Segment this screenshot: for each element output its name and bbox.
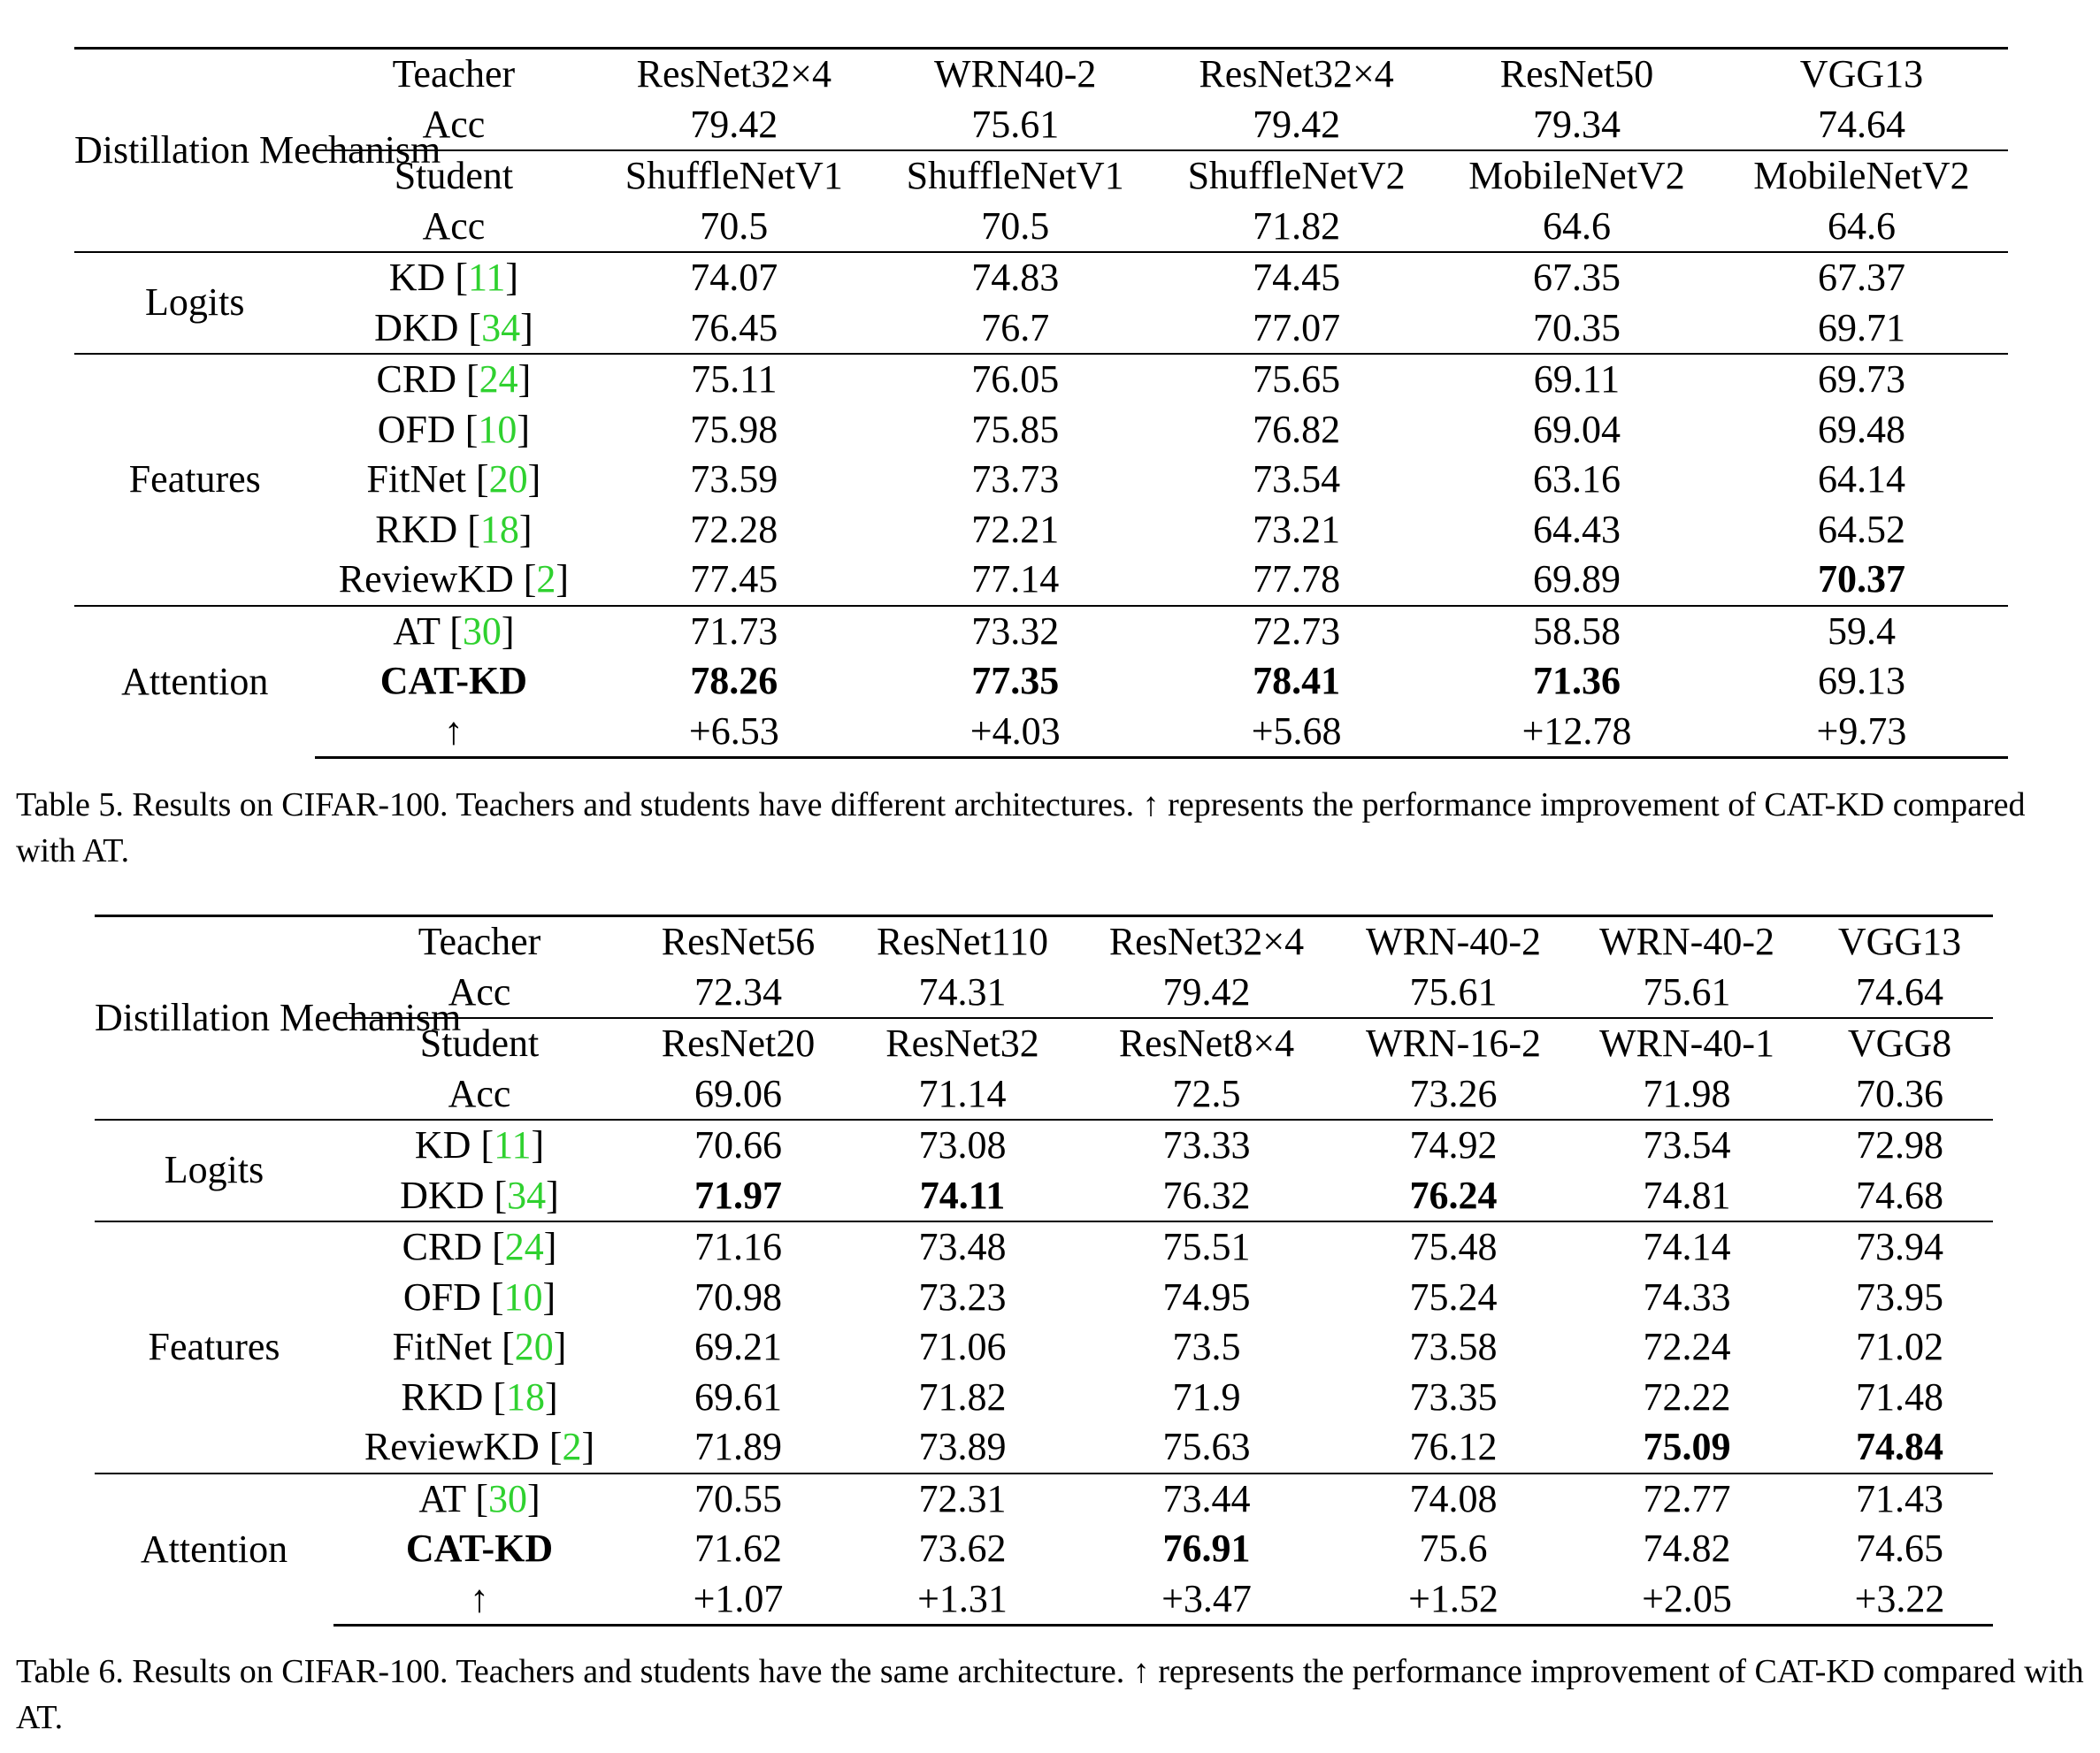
distillation-mechanism-header: Distillation Mechanism — [74, 49, 315, 253]
value-cell: 73.59 — [690, 457, 778, 501]
value-cell: 73.95 — [1856, 1275, 1943, 1319]
teacher-acc-cell: 79.34 — [1532, 102, 1621, 146]
value-cell: 75.48 — [1339, 1221, 1567, 1273]
value-cell: 67.35 — [1438, 252, 1715, 303]
value-cell: 78.26 — [690, 659, 778, 702]
method-name: CAT-KD — [379, 659, 528, 702]
method-cell: ReviewKD [2] — [338, 557, 570, 601]
teacher-acc-cell: 75.61 — [1409, 969, 1498, 1014]
method-cell: FitNet [20] — [392, 1325, 567, 1368]
student-cell: MobileNetV2 — [1715, 150, 2008, 202]
citation-link[interactable]: 20 — [514, 1325, 554, 1368]
header-row-student-acc — [95, 1069, 1993, 1121]
value-cell: 73.54 — [1253, 457, 1341, 501]
mechanism-label: Features — [74, 354, 315, 606]
value-cell: 72.77 — [1567, 1474, 1806, 1525]
teacher-cell: WRN40-2 — [876, 49, 1154, 100]
value-cell: 77.35 — [971, 659, 1060, 702]
value-cell: 74.07 — [592, 252, 876, 303]
table-row — [74, 455, 2008, 505]
table-row — [95, 1373, 1993, 1423]
student-acc-cell: 71.14 — [918, 1071, 1007, 1115]
method-name: CRD — [402, 1225, 483, 1268]
teacher-acc-cell: 79.42 — [690, 102, 778, 146]
value-cell: 63.16 — [1532, 457, 1621, 501]
value-cell: 70.66 — [625, 1120, 851, 1171]
method-name: ReviewKD — [364, 1425, 540, 1468]
citation-link[interactable]: 20 — [488, 457, 528, 501]
value-cell: 71.73 — [592, 606, 876, 657]
teacher-cell: ResNet56 — [625, 916, 851, 968]
value-cell: 74.81 — [1643, 1173, 1731, 1217]
distillation-mechanism-header: Distillation Mechanism — [95, 916, 333, 1121]
student-cell: ResNet32 — [851, 1018, 1074, 1069]
value-cell: 72.21 — [971, 507, 1060, 551]
value-cell: +3.47 — [1074, 1574, 1339, 1626]
value-cell: 78.41 — [1253, 659, 1341, 702]
student-cell: WRN-16-2 — [1339, 1018, 1567, 1069]
value-cell: 74.68 — [1856, 1173, 1943, 1217]
value-cell: 59.4 — [1715, 606, 2008, 657]
teacher-cell: ResNet32×4 — [1074, 916, 1339, 968]
teacher-cell: ResNet110 — [851, 916, 1074, 968]
table-5 — [74, 47, 2008, 759]
student-acc-cell: 71.98 — [1643, 1071, 1731, 1115]
value-cell: 73.08 — [851, 1120, 1074, 1171]
teacher-cell: WRN-40-2 — [1567, 916, 1806, 968]
value-cell: 76.12 — [1409, 1425, 1498, 1468]
mechanism-label: Logits — [95, 1120, 333, 1221]
value-cell: 74.95 — [1162, 1275, 1251, 1319]
table-6-caption: Table 6. Results on CIFAR-100. Teachers and students have the same architecture. ↑ represents the performance improvement of CAT-KD compared with AT. — [16, 1653, 2084, 1736]
table-row — [95, 1574, 1993, 1626]
header-row-student-acc — [74, 202, 2008, 253]
student-label: Student — [333, 1018, 625, 1069]
teacher-cell: WRN-40-2 — [1339, 916, 1567, 968]
method-cell: RKD [18] — [401, 1374, 558, 1419]
value-cell: 69.21 — [694, 1325, 782, 1368]
value-cell: 74.33 — [1643, 1275, 1731, 1319]
value-cell: 76.05 — [876, 354, 1154, 405]
method-cell — [333, 1574, 625, 1626]
value-cell: 72.22 — [1643, 1374, 1731, 1419]
method-cell: KD [11] — [315, 252, 592, 303]
method-name: KD — [414, 1123, 471, 1167]
value-cell: +1.31 — [851, 1574, 1074, 1626]
value-cell: 69.61 — [694, 1374, 782, 1419]
value-cell: 74.14 — [1567, 1221, 1806, 1273]
method-cell: FitNet [20] — [366, 457, 541, 501]
value-cell: 64.43 — [1532, 507, 1621, 551]
student-acc-cell: 64.6 — [1542, 203, 1611, 248]
method-cell — [315, 656, 592, 707]
teacher-cell: ResNet32×4 — [592, 49, 876, 100]
method-cell: DKD [34] — [374, 305, 533, 349]
header-row-teacher — [95, 916, 1993, 968]
value-cell: 73.23 — [918, 1275, 1007, 1319]
value-cell: 75.11 — [592, 354, 876, 405]
value-cell: 71.82 — [918, 1374, 1007, 1419]
table-row — [95, 1171, 1993, 1222]
value-cell: +1.52 — [1339, 1574, 1567, 1626]
method-cell: AT [30] — [315, 606, 592, 657]
value-cell: +6.53 — [592, 707, 876, 758]
value-cell: 73.21 — [1253, 507, 1341, 551]
method-cell: DKD [34] — [400, 1173, 559, 1217]
student-acc-cell: 70.5 — [700, 203, 769, 248]
citation-link[interactable]: 11 — [468, 256, 506, 299]
teacher-label: Teacher — [333, 916, 625, 968]
student-acc-label: Acc — [448, 1071, 511, 1115]
table-row — [74, 252, 2008, 303]
student-cell: WRN-40-1 — [1567, 1018, 1806, 1069]
table-6 — [95, 915, 1993, 1627]
method-name: FitNet — [366, 457, 466, 501]
method-name: KD — [388, 256, 446, 299]
method-name: ↑ — [470, 1576, 489, 1620]
value-cell: 73.89 — [918, 1425, 1007, 1468]
method-name: RKD — [401, 1374, 484, 1419]
teacher-acc-label: Acc — [448, 969, 511, 1014]
value-cell: +2.05 — [1567, 1574, 1806, 1626]
value-cell: 76.91 — [1162, 1527, 1251, 1570]
mechanism-label: Attention — [95, 1474, 333, 1626]
citation-link[interactable]: 24 — [479, 357, 518, 401]
table-row — [74, 656, 2008, 707]
student-acc-cell: 70.5 — [981, 203, 1050, 248]
value-cell: 72.28 — [690, 507, 778, 551]
value-cell: 75.09 — [1643, 1425, 1731, 1468]
teacher-cell: ResNet32×4 — [1154, 49, 1438, 100]
value-cell: 73.58 — [1409, 1325, 1498, 1368]
value-cell: 71.36 — [1532, 659, 1621, 702]
table-row — [74, 405, 2008, 455]
value-cell: +9.73 — [1715, 707, 2008, 758]
student-cell: VGG8 — [1806, 1018, 1993, 1069]
value-cell: 76.7 — [981, 305, 1050, 349]
table-row — [95, 1221, 1993, 1273]
value-cell: 71.16 — [625, 1221, 851, 1273]
method-name: ↑ — [443, 708, 464, 753]
table-row — [74, 303, 2008, 355]
method-name: AT — [418, 1476, 466, 1520]
teacher-cell: ResNet50 — [1438, 49, 1715, 100]
method-cell: CRD [24] — [333, 1221, 625, 1273]
value-cell: 71.9 — [1172, 1374, 1241, 1419]
value-cell: 76.24 — [1409, 1173, 1498, 1217]
value-cell: 77.14 — [971, 557, 1060, 601]
method-name: CAT-KD — [405, 1527, 554, 1570]
student-cell: MobileNetV2 — [1438, 150, 1715, 202]
mechanism-label: Logits — [74, 252, 315, 354]
teacher-acc-cell: 74.64 — [1817, 102, 1905, 146]
value-cell: 75.65 — [1154, 354, 1438, 405]
teacher-acc-cell: 79.42 — [1253, 102, 1341, 146]
value-cell: 69.04 — [1532, 407, 1621, 451]
value-cell: 74.45 — [1154, 252, 1438, 303]
mechanism-label: Features — [95, 1221, 333, 1474]
table-5-caption: Table 5. Results on CIFAR-100. Teachers and students have different architectures. ↑ represents the performance improvement of CAT-KD compared with AT. — [16, 786, 2026, 869]
method-name: DKD — [374, 305, 459, 349]
mechanism-label: Attention — [74, 606, 315, 758]
citation-link[interactable]: 24 — [504, 1225, 544, 1268]
citation-link[interactable]: 2 — [536, 557, 556, 601]
table-row — [95, 1524, 1993, 1574]
method-cell: KD [11] — [333, 1120, 625, 1171]
value-cell: 75.98 — [690, 407, 778, 451]
table-row — [74, 555, 2008, 606]
value-cell: 74.65 — [1856, 1527, 1943, 1570]
student-cell: ShuffleNetV1 — [876, 150, 1154, 202]
table-row — [74, 707, 2008, 758]
table-row — [95, 1273, 1993, 1323]
value-cell: 73.54 — [1567, 1120, 1806, 1171]
value-cell: 77.45 — [690, 557, 778, 601]
header-row-teacher — [74, 49, 2008, 100]
value-cell: 71.02 — [1856, 1325, 1943, 1368]
value-cell: 75.51 — [1074, 1221, 1339, 1273]
method-name: OFD — [377, 407, 456, 451]
value-cell: 76.82 — [1253, 407, 1341, 451]
value-cell: 74.11 — [919, 1173, 1006, 1217]
value-cell: 64.14 — [1817, 457, 1905, 501]
student-cell: ShuffleNetV2 — [1154, 150, 1438, 202]
value-cell: 72.98 — [1806, 1120, 1993, 1171]
value-cell: 77.07 — [1253, 305, 1341, 349]
value-cell: 71.43 — [1806, 1474, 1993, 1525]
method-cell: RKD [18] — [375, 507, 533, 551]
citation-link[interactable]: 30 — [462, 609, 502, 653]
value-cell: 75.63 — [1162, 1425, 1251, 1468]
value-cell: 71.89 — [694, 1425, 782, 1468]
value-cell: 73.35 — [1409, 1374, 1498, 1419]
method-cell — [315, 707, 592, 758]
student-cell: ShuffleNetV1 — [592, 150, 876, 202]
value-cell: 73.94 — [1806, 1221, 1993, 1273]
method-cell: OFD [10] — [377, 407, 531, 451]
value-cell: 71.06 — [918, 1325, 1007, 1368]
value-cell: 73.33 — [1074, 1120, 1339, 1171]
value-cell: +12.78 — [1438, 707, 1715, 758]
table-row — [95, 1322, 1993, 1373]
citation-link[interactable]: 10 — [503, 1275, 543, 1319]
value-cell: 75.85 — [971, 407, 1060, 451]
citation-link[interactable]: 34 — [481, 305, 521, 349]
teacher-acc-cell: 74.31 — [918, 969, 1007, 1014]
method-cell: OFD [10] — [402, 1275, 556, 1319]
value-cell: 74.84 — [1856, 1425, 1943, 1468]
table-row — [74, 505, 2008, 555]
teacher-acc-cell: 72.34 — [694, 969, 782, 1014]
value-cell: 73.5 — [1172, 1325, 1241, 1368]
value-cell: 72.31 — [851, 1474, 1074, 1525]
value-cell: 71.62 — [694, 1527, 782, 1570]
value-cell: 72.24 — [1643, 1325, 1731, 1368]
table-row — [95, 1120, 1993, 1171]
method-name: FitNet — [392, 1325, 493, 1368]
value-cell: 69.73 — [1715, 354, 2008, 405]
student-acc-cell: 73.26 — [1409, 1071, 1498, 1115]
student-cell: ResNet20 — [625, 1018, 851, 1069]
table-row — [74, 354, 2008, 405]
method-name: RKD — [375, 507, 458, 551]
value-cell: 73.48 — [851, 1221, 1074, 1273]
method-name: ReviewKD — [338, 557, 514, 601]
value-cell: 69.89 — [1532, 557, 1621, 601]
student-label: Student — [315, 150, 592, 202]
value-cell: 69.13 — [1817, 659, 1905, 702]
method-name: DKD — [400, 1173, 485, 1217]
teacher-cell: VGG13 — [1715, 49, 2008, 100]
method-cell: AT [30] — [333, 1474, 625, 1525]
value-cell: 69.11 — [1438, 354, 1715, 405]
value-cell: 67.37 — [1715, 252, 2008, 303]
value-cell: 75.24 — [1409, 1275, 1498, 1319]
student-acc-cell: 69.06 — [694, 1071, 782, 1115]
citation-link[interactable]: 11 — [494, 1123, 532, 1167]
teacher-acc-cell: 75.61 — [971, 102, 1060, 146]
value-cell: 73.73 — [971, 457, 1060, 501]
value-cell: 74.82 — [1643, 1527, 1731, 1570]
student-acc-cell: 72.5 — [1172, 1071, 1241, 1115]
student-acc-cell: 71.82 — [1253, 203, 1341, 248]
value-cell: 70.55 — [625, 1474, 851, 1525]
value-cell: +1.07 — [625, 1574, 851, 1626]
value-cell: 71.97 — [694, 1173, 782, 1217]
method-cell: CRD [24] — [315, 354, 592, 405]
value-cell: +3.22 — [1806, 1574, 1993, 1626]
value-cell: 76.45 — [690, 305, 778, 349]
value-cell: +5.68 — [1154, 707, 1438, 758]
teacher-cell: VGG13 — [1806, 916, 1993, 968]
citation-link[interactable]: 18 — [479, 507, 519, 551]
table-row — [95, 1474, 1993, 1525]
value-cell: 70.37 — [1817, 557, 1905, 601]
teacher-acc-cell: 74.64 — [1856, 969, 1943, 1014]
method-name: CRD — [376, 357, 456, 401]
value-cell: 76.32 — [1162, 1173, 1251, 1217]
citation-link[interactable]: 10 — [478, 407, 517, 451]
table-row — [95, 1422, 1993, 1474]
student-acc-label: Acc — [422, 203, 486, 248]
value-cell: 71.48 — [1856, 1374, 1943, 1419]
value-cell: 74.83 — [876, 252, 1154, 303]
value-cell: 70.35 — [1532, 305, 1621, 349]
value-cell: 74.08 — [1339, 1474, 1567, 1525]
value-cell: 73.44 — [1074, 1474, 1339, 1525]
value-cell: +4.03 — [876, 707, 1154, 758]
method-name: OFD — [402, 1275, 481, 1319]
value-cell: 72.73 — [1154, 606, 1438, 657]
table-row — [74, 606, 2008, 657]
student-acc-cell: 64.6 — [1827, 203, 1896, 248]
value-cell: 70.98 — [694, 1275, 782, 1319]
citation-link[interactable]: 30 — [487, 1476, 527, 1520]
value-cell: 64.52 — [1817, 507, 1905, 551]
value-cell: 73.32 — [876, 606, 1154, 657]
value-cell: 69.71 — [1817, 305, 1905, 349]
method-name: AT — [393, 609, 441, 653]
method-cell: ReviewKD [2] — [364, 1425, 595, 1468]
teacher-label: Teacher — [315, 49, 592, 100]
value-cell: 58.58 — [1438, 606, 1715, 657]
method-cell — [333, 1524, 625, 1574]
student-acc-cell: 70.36 — [1856, 1071, 1943, 1115]
citation-link[interactable]: 2 — [562, 1425, 582, 1468]
citation-link[interactable]: 18 — [505, 1374, 545, 1419]
value-cell: 73.62 — [918, 1527, 1007, 1570]
citation-link[interactable]: 34 — [507, 1173, 547, 1217]
value-cell: 75.6 — [1419, 1527, 1488, 1570]
teacher-acc-label: Acc — [422, 102, 486, 146]
value-cell: 74.92 — [1339, 1120, 1567, 1171]
student-cell: ResNet8×4 — [1074, 1018, 1339, 1069]
value-cell: 69.48 — [1817, 407, 1905, 451]
teacher-acc-cell: 79.42 — [1162, 969, 1251, 1014]
teacher-acc-cell: 75.61 — [1643, 969, 1731, 1014]
value-cell: 77.78 — [1253, 557, 1341, 601]
